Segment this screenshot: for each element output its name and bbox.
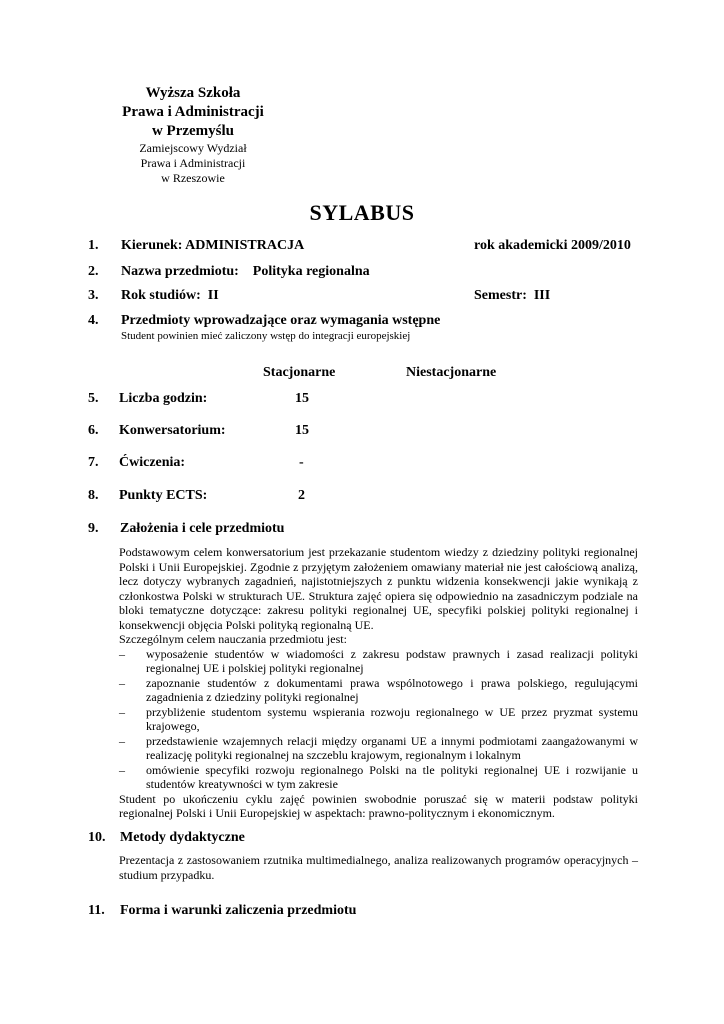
total-hours-label: Liczba godzin: <box>119 391 208 406</box>
list-item <box>119 763 638 792</box>
item-number: 2. <box>88 264 99 279</box>
item-number: 10. <box>88 830 106 845</box>
prerequisites-heading: Przedmioty wprowadzające oraz wymagania wstępne <box>121 313 441 328</box>
item-number: 11. <box>88 903 105 918</box>
ects-value: 2 <box>298 488 305 503</box>
dash-bullet: – <box>119 733 125 748</box>
total-hours-value: 15 <box>295 391 309 406</box>
section-9-body <box>119 545 638 821</box>
exercises-label: Ćwiczenia: <box>119 455 186 470</box>
section-9-goal-intro: Szczególnym celem nauczania przedmiotu jest: <box>119 632 347 646</box>
list-item <box>119 734 638 763</box>
institution-header <box>108 84 278 186</box>
study-year-label: Rok studiów: II <box>121 288 219 303</box>
goals-list <box>119 647 638 792</box>
semester-label: Semestr: III <box>474 288 551 303</box>
section-10-heading: Metody dydaktyczne <box>120 830 245 845</box>
goal-text: przybliżenie studentom systemu wspierania rozwoju regionalnego w UE przez pryzmat systemu krajowego, <box>146 704 638 733</box>
conversatory-label: Konwersatorium: <box>119 423 226 438</box>
section-9-closing: Student po ukończeniu cyklu zajęć powinien swobodnie poruszać się w materii podstaw polityki regionalnej Polski i Unii Europejskiej w aspektach: prawno-politycznym i ekonomicznym. <box>119 791 638 820</box>
non-stationary-column-heading: Niestacjonarne <box>406 365 497 380</box>
university-name-line-1: Wyższa Szkoła <box>145 85 241 101</box>
university-name-line-3: w Przemyślu <box>151 123 235 139</box>
dash-bullet: – <box>119 675 125 690</box>
item-number: 3. <box>88 288 99 303</box>
section-11-heading: Forma i warunki zaliczenia przedmiotu <box>120 903 357 918</box>
goal-text: przedstawienie wzajemnych relacji między organami UE a innymi podmiotami zaangażowanymi w realizację polityki regionalnej na szczeblu krajowym, regionalnym i lokalnym <box>146 733 638 762</box>
university-name-line-2: Prawa i Administracji <box>122 104 264 120</box>
section-10-body <box>119 853 638 882</box>
conversatory-value: 15 <box>295 423 309 438</box>
goal-text: zapoznanie studentów z dokumentami prawa wspólnotowego i prawa polskiego, regulującymi zagadnienia z dziedziny polityki regionalnej <box>146 675 638 704</box>
exercises-value: - <box>299 455 304 470</box>
dash-bullet: – <box>119 646 125 661</box>
goal-text: wyposażenie studentów w wiadomości z zakresu podstaw prawnych i zasad realizacji polityki regionalnej UE i polskiej polityki regionalnej <box>146 646 638 675</box>
list-item <box>119 676 638 705</box>
academic-year-label: rok akademicki 2009/2010 <box>474 238 631 253</box>
faculty-line-3: w Rzeszowie <box>161 171 225 185</box>
section-9-intro: Podstawowym celem konwersatorium jest przekazanie studentom wiedzy z dziedziny polityki regionalnej Polski i Unii Europejskiej. Zgodnie z przyjętym założeniem omawiany materiał nie jest całościową analizą, lecz dotyczy wybranych zagadnień, najistotniejszych z punktu widzenia konsekwencji jakie wynikają z członkostwa Polski w strukturach UE. Struktura zajęć opiera się odpowiednio na zasadniczym podziale na bloki tematyczne dotyczące: zakresu polityki regionalnej UE, specyfiki polskiej polityki regionalnej i konsekwencji objęcia Polski polityką regionalną UE. <box>119 545 638 632</box>
item-number: 1. <box>88 238 99 253</box>
section-10-text: Prezentacja z zastosowaniem rzutnika multimedialnego, analiza realizowanych programów operacyjnych – studium przypadku. <box>119 853 638 882</box>
document-title: SYLABUS <box>309 200 415 225</box>
prerequisites-note: Student powinien mieć zaliczony wstęp do integracji europejskiej <box>121 330 411 342</box>
list-item <box>119 647 638 676</box>
section-9-heading: Założenia i cele przedmiotu <box>120 521 285 536</box>
stationary-column-heading: Stacjonarne <box>263 365 336 380</box>
field-of-study-label: Kierunek: ADMINISTRACJA <box>121 238 305 253</box>
goal-text: omówienie specyfiki rozwoju regionalnego Polski na tle polityki regionalnej UE i rozwijanie u studentów kreatywności w tym zakresie <box>146 762 638 791</box>
list-item <box>119 705 638 734</box>
item-number: 6. <box>88 423 99 438</box>
item-number: 9. <box>88 521 99 536</box>
item-number: 8. <box>88 488 99 503</box>
item-number: 4. <box>88 313 99 328</box>
faculty-line-2: Prawa i Administracji <box>140 156 246 170</box>
ects-label: Punkty ECTS: <box>119 488 208 503</box>
dash-bullet: – <box>119 704 125 719</box>
course-name-label: Nazwa przedmiotu: Polityka regionalna <box>121 264 370 279</box>
faculty-line-1: Zamiejscowy Wydział <box>139 141 247 155</box>
item-number: 5. <box>88 391 99 406</box>
dash-bullet: – <box>119 762 125 777</box>
item-number: 7. <box>88 455 99 470</box>
